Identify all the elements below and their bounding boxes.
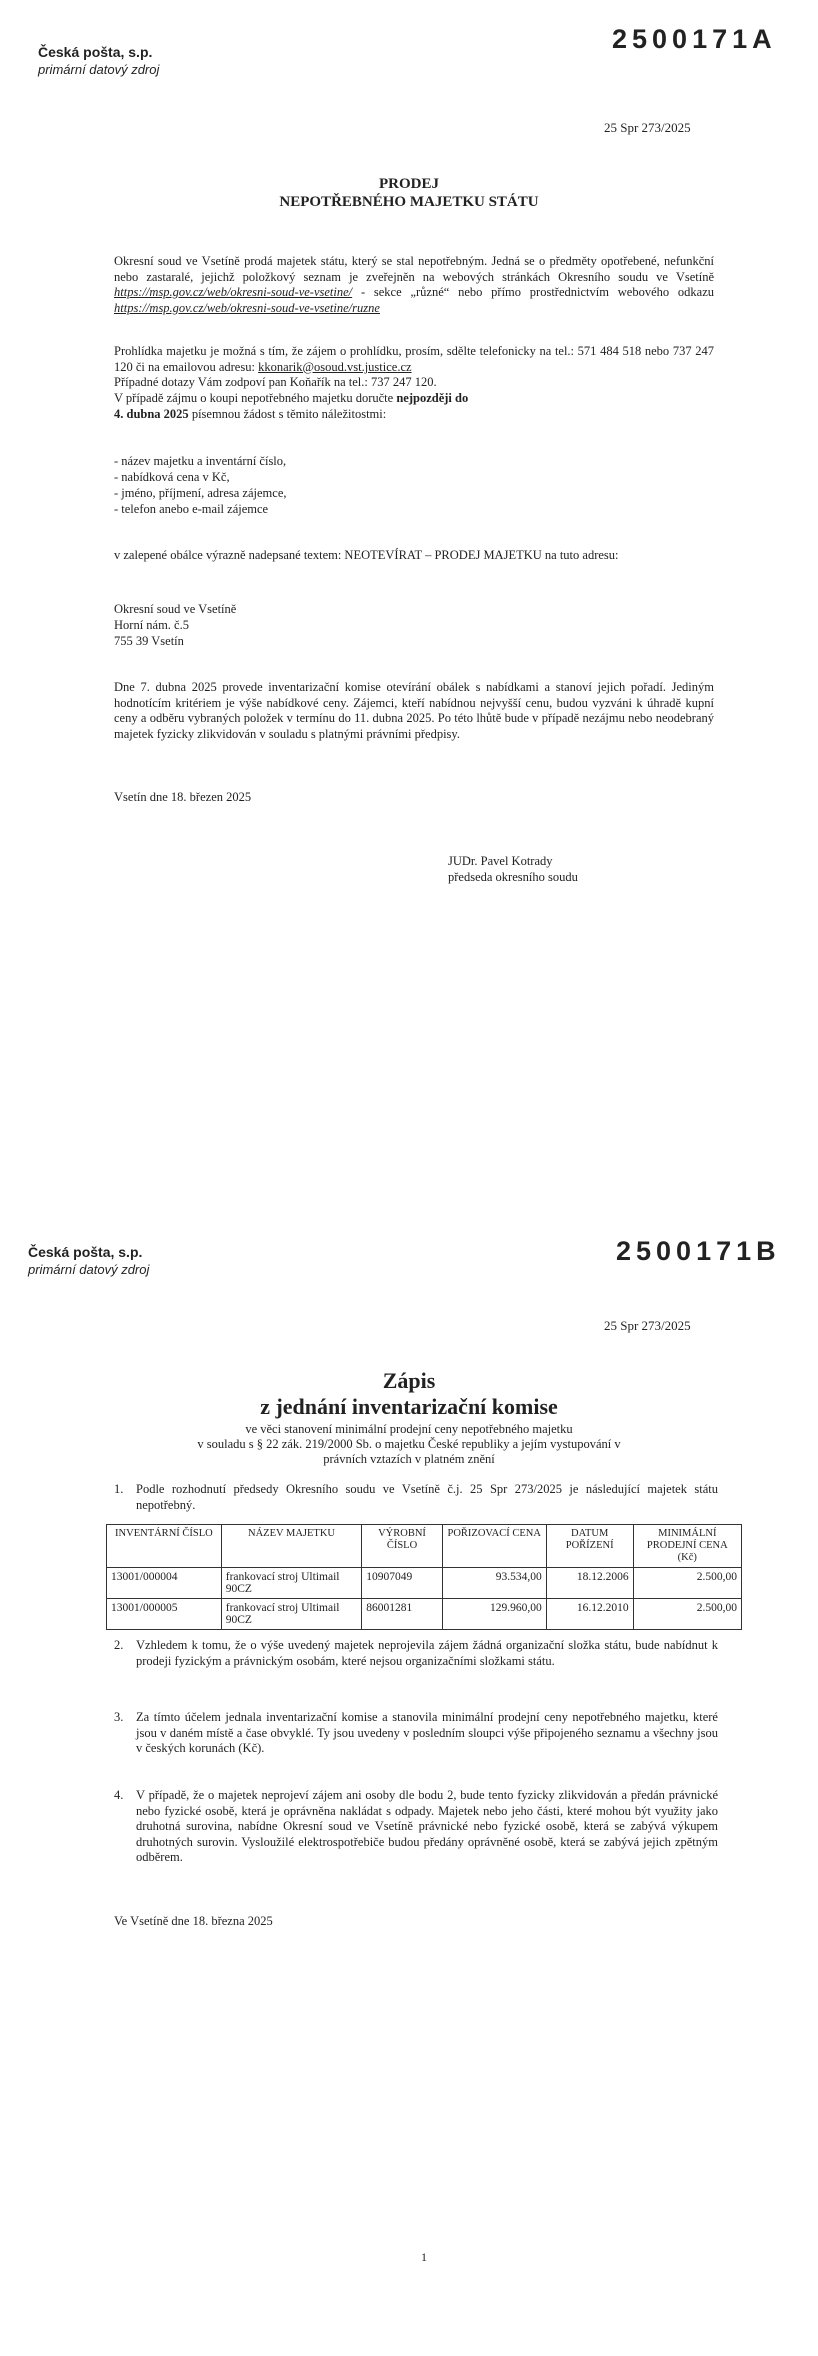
table-cell: 129.960,00: [442, 1599, 546, 1630]
stamp-subtitle: primární datový zdroj: [28, 1262, 150, 1277]
address-line: Horní nám. č.5: [114, 618, 189, 632]
deadline-date: 4. dubna 2025: [114, 407, 189, 421]
document-number: 2500171B: [616, 1236, 781, 1266]
signing-date: Vsetín dne 18. březen 2025: [114, 790, 252, 804]
item-text: Vzhledem k tomu, že o výše uvedený majetek neprojevila zájem žádná organizační složka státu, bude nabídnut k prodeji fyzickým a právnickým osobám, které nejsou organizačními složkami státu.: [136, 1638, 718, 1668]
web-link-2[interactable]: https://msp.gov.cz/web/okresni-soud-ve-vsetine/ruzne: [114, 300, 380, 315]
table-header-row: [107, 1525, 742, 1568]
column-header: NÁZEV MAJETKU: [221, 1525, 362, 1568]
table-cell: 13001/000005: [107, 1599, 222, 1630]
signer-role: předseda okresního soudu: [448, 870, 578, 884]
column-header: POŘIZOVACÍ CENA: [442, 1525, 546, 1568]
table-row: [107, 1568, 742, 1599]
stamp-name: Česká pošta, s.p.: [28, 1244, 143, 1260]
contact-line: Případné dotazy Vám zodpoví pan Koňařík na tel.: 737 247 120.: [114, 375, 437, 389]
title-line-2: NEPOTŘEBNÉHO MAJETKU STÁTU: [279, 194, 539, 210]
requirement-item: - název majetku a inventární číslo,: [114, 454, 287, 468]
item-text: Za tímto účelem jednala inventarizační komise a stanovila minimální prodejní ceny nepotřebného majetku, které jsou v daném místě a čase obvyklé. Ty jsou uvedeny v posledním sloupci výše připojeného seznamu a všechny jsou v českých korunách (Kč).: [136, 1710, 718, 1756]
table-cell: 16.12.2010: [546, 1599, 633, 1630]
item-number: 4.: [114, 1788, 124, 1802]
column-header: INVENTÁRNÍ ČÍSLO: [107, 1525, 222, 1568]
deadline-text: V případě zájmu o koupi nepotřebného majetku doručte: [114, 391, 397, 405]
column-header: MINIMÁLNÍ PRODEJNÍ CENA (Kč): [633, 1525, 741, 1568]
page-2: [0, 1178, 818, 2356]
numbered-item-3: [114, 1710, 718, 1757]
signer-name: JUDr. Pavel Kotrady: [448, 854, 553, 868]
item-text: Podle rozhodnutí předsedy Okresního soudu ve Vsetíně č.j. 25 Spr 273/2025 je následující majetek státu nepotřebný.: [136, 1482, 718, 1512]
commission-paragraph: Dne 7. dubna 2025 provede inventarizační komise otevírání obálek s nabídkami a stanoví jejich pořadí. Jediným hodnotícím kritériem je výše nabídkové ceny. Zájemci, kteří nabídnou nejvyšší cenu, budou vyzváni k úhradě kupní ceny a odběru vybraných položek v termínu do 11. dubna 2025. Po této lhůtě bude v případě nezájmu nebo neodebraný majetek fyzicky zlikvidován v souladu s platnými právními předpisy.: [114, 680, 714, 741]
title-line-1: Zápis: [382, 1368, 436, 1393]
document-number: 2500171A: [612, 24, 777, 54]
case-reference: 25 Spr 273/2025: [604, 1318, 691, 1333]
deadline-tail: písemnou žádost s těmito náležitostmi:: [188, 407, 387, 421]
envelope-paragraph: v zalepené obálce výrazně nadepsané textem: NEOTEVÍRAT – PRODEJ MAJETKU na tuto adresu:: [114, 548, 619, 562]
postal-stamp: [28, 1244, 149, 1277]
web-link-1[interactable]: https://msp.gov.cz/web/okresni-soud-ve-vsetine/: [114, 285, 353, 300]
table-cell: frankovací stroj Ultimail 90CZ: [221, 1568, 362, 1599]
requirement-item: - jméno, příjmení, adresa zájemce,: [114, 486, 287, 500]
deadline-line-1: [114, 391, 468, 407]
item-number: 3.: [114, 1710, 124, 1724]
intro-text-a: Okresní soud ve Vsetíně prodá majetek státu, který se stal nepotřebným. Jedná se o předměty opotřebené, nefunkční nebo zastaralé, jejichž položkový seznam je zveřejněn na webových stránkách Okresního soudu ve Vsetíně: [114, 254, 714, 284]
inspection-text: Prohlídka majetku je možná s tím, že zájem o prohlídku, prosím, sdělte telefonicky na tel.: 571 484 518 nebo 737 247 120 či na emailovou adresu:: [114, 344, 714, 374]
intro-paragraph: [114, 254, 714, 316]
asset-table: [106, 1524, 742, 1630]
stamp-subtitle: primární datový zdroj: [38, 62, 160, 77]
subtitle-line: právních vztazích v platném znění: [323, 1452, 495, 1466]
numbered-item-2: [114, 1638, 718, 1669]
subtitle-line: v souladu s § 22 zák. 219/2000 Sb. o majetku České republiky a jejím vystupování v: [197, 1437, 621, 1451]
address-line: Okresní soud ve Vsetíně: [114, 602, 237, 616]
title-line-2: z jednání inventarizační komise: [260, 1394, 558, 1419]
deadline-bold-1: nejpozději do: [396, 391, 469, 405]
requirement-item: - telefon anebo e-mail zájemce: [114, 502, 269, 516]
table-cell: 13001/000004: [107, 1568, 222, 1599]
inspection-paragraph: [114, 344, 714, 375]
table-cell: 18.12.2006: [546, 1568, 633, 1599]
table-cell: 86001281: [362, 1599, 442, 1630]
signing-date: Ve Vsetíně dne 18. března 2025: [114, 1914, 273, 1928]
postal-stamp: [38, 44, 159, 77]
deadline-line-2: [114, 407, 386, 423]
numbered-item-4: [114, 1788, 718, 1866]
subtitle-line: ve věci stanovení minimální prodejní ceny nepotřebného majetku: [245, 1422, 573, 1436]
item-number: 2.: [114, 1638, 124, 1652]
table-cell: 2.500,00: [633, 1599, 741, 1630]
item-text: V případě, že o majetek neprojeví zájem ani osoby dle bodu 2, bude tento fyzicky zlikvidován a předán právnické nebo fyzické osobě, která je oprávněna nakládat s odpady. Majetek nebo jeho části, které mohou být využity jako druhotná surovina, nabídne Okresní soud ve Vsetíně právnické nebo fyzické osobě, která se zabývá výkupem druhotných surovin. Vysloužilé elektrospotřebiče budou předány oprávněné osobě, která se zabývá jejich zpětným odběrem.: [136, 1788, 718, 1865]
email-link[interactable]: kkonarik@osoud.vst.justice.cz: [258, 359, 412, 374]
stamp-name: Česká pošta, s.p.: [38, 44, 153, 60]
numbered-item-1: [114, 1482, 718, 1513]
table-cell: 2.500,00: [633, 1568, 741, 1599]
column-header: VÝROBNÍ ČÍSLO: [362, 1525, 442, 1568]
case-reference: 25 Spr 273/2025: [604, 120, 691, 135]
page-number: 1: [421, 2250, 427, 2264]
address-line: 755 39 Vsetín: [114, 634, 184, 648]
table-cell: 93.534,00: [442, 1568, 546, 1599]
table-row: [107, 1599, 742, 1630]
item-number: 1.: [114, 1482, 124, 1496]
table-cell: 10907049: [362, 1568, 442, 1599]
table-cell: frankovací stroj Ultimail 90CZ: [221, 1599, 362, 1630]
title-line-1: PRODEJ: [379, 176, 439, 192]
intro-text-b: - sekce „různé“ nebo přímo prostřednictvím webového odkazu: [360, 285, 714, 300]
requirement-item: - nabídková cena v Kč,: [114, 470, 230, 484]
column-header: DATUM POŘÍZENÍ: [546, 1525, 633, 1568]
